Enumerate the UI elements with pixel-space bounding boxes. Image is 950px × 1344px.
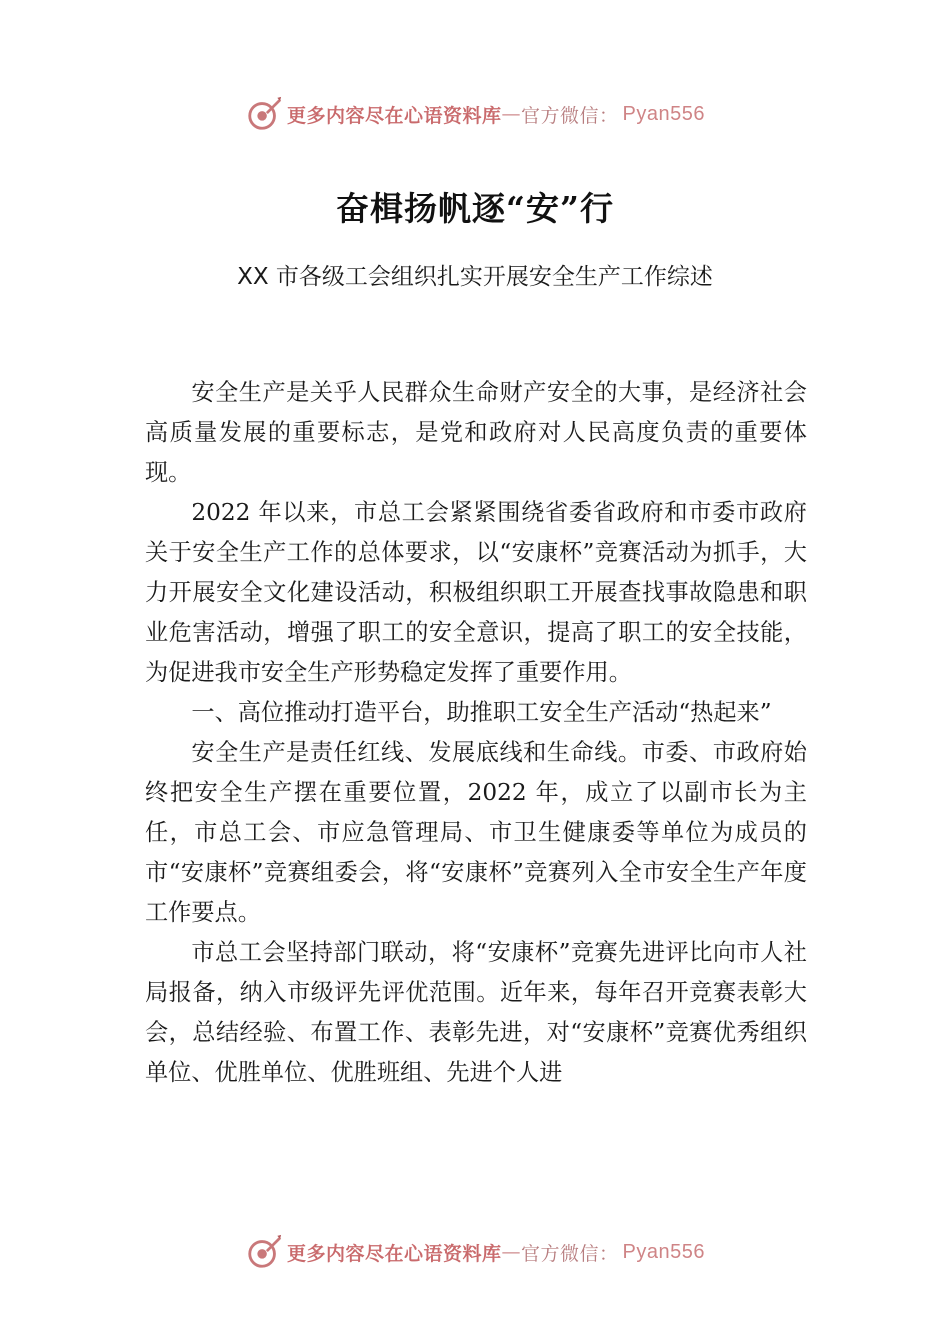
watermark-label: 官方微信：	[521, 1242, 619, 1265]
paragraph-intro: 安全生产是关乎人民群众生命财产安全的大事，是经济社会高质量发展的重要标志，是党和政府对人民高度负责的重要体现。	[145, 379, 807, 486]
paragraph-section-1-b: 市总工会坚持部门联动，将“安康杯”竞赛先进评比向市人社局报备，纳入市级评先评优范围。近年来，每年召开竞赛表彰大会，总结经验、布置工作、表彰先进，对“安康杯”竞赛优秀组织单位、优胜单位、优胜班组、先进个人进	[145, 939, 807, 1086]
header-watermark	[0, 94, 950, 134]
paragraph-section-1-a: 安全生产是责任红线、发展底线和生命线。市委、市政府始终把安全生产摆在重要位置，2022 年，成立了以副市长为主任，市总工会、市应急管理局、市卫生健康委等单位为成员的市“安康杯”竞赛组委会，将“安康杯”竞赛列入全市安全生产年度工作要点。	[145, 739, 807, 926]
pen-circle-logo-icon	[245, 1233, 283, 1271]
section-heading-1: 一、高位推动打造平台，助推职工安全生产活动“热起来”	[191, 699, 772, 726]
document-subtitle: XX 市各级工会组织扎实开展安全生产工作综述	[237, 264, 713, 290]
document-body	[145, 373, 807, 1093]
watermark-separator: —	[501, 1241, 522, 1263]
pen-circle-logo-icon	[245, 95, 283, 133]
footer-watermark	[0, 1232, 950, 1272]
document-title: 奋楫扬帆逐“安”行	[336, 189, 614, 228]
paragraph-overview: 2022 年以来，市总工会紧紧围绕省委省政府和市委市政府关于安全生产工作的总体要求，以“安康杯”竞赛活动为抓手，大力开展安全文化建设活动，积极组织职工开展查找事故隐患和职业危害活动，增强了职工的安全意识，提高了职工的安全技能，为促进我市安全生产形势稳定发挥了重要作用。	[145, 499, 807, 686]
watermark-brand: 更多内容尽在心语资料库	[287, 104, 502, 127]
watermark-wechat-id: Pyan556	[622, 102, 705, 125]
watermark-separator: —	[501, 103, 522, 125]
watermark-wechat-id: Pyan556	[622, 1240, 705, 1263]
watermark-brand: 更多内容尽在心语资料库	[287, 1242, 502, 1265]
watermark-label: 官方微信：	[521, 104, 619, 127]
